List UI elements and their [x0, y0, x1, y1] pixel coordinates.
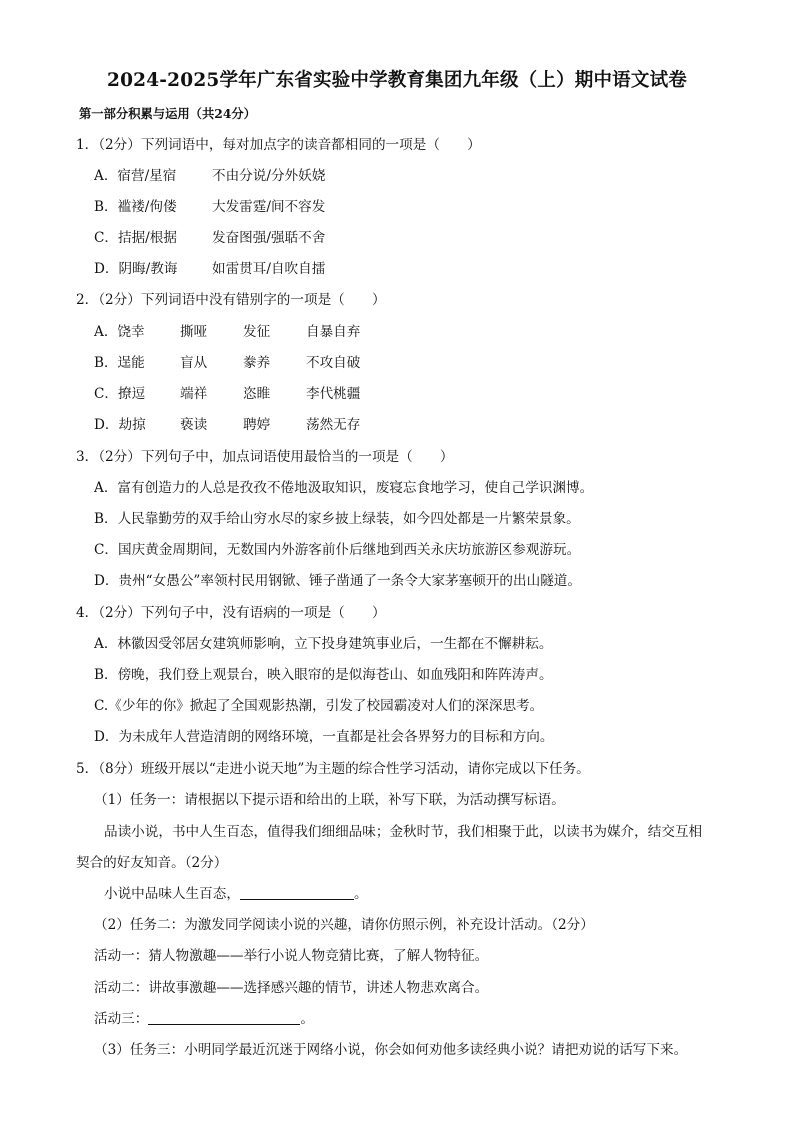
q5-prompt-line2: 契合的好友知音。（2分）	[76, 855, 228, 871]
q1-option-d-idioms: 如雷贯耳/自吹自擂	[212, 261, 326, 277]
q1-option-c-words: C．拮据/根据	[94, 230, 177, 246]
q2-word: 不攻自破	[306, 355, 361, 371]
q2-option-b	[94, 354, 694, 372]
q3-option-d: D．贵州“女愚公”率领村民用钢锨、锤子凿通了一条令大家茅塞顿开的出山隧道。	[94, 573, 581, 589]
q5-couplet-upper: 小说中品味人生百态，	[104, 886, 240, 902]
q2-option-d	[94, 416, 694, 434]
q1-option-d-words: D．阴晦/教诲	[94, 261, 178, 277]
q2-option-c	[94, 385, 694, 403]
q2-word: 盲从	[180, 355, 208, 371]
q3-option-a: A．富有创造力的人总是孜孜不倦地汲取知识，废寝忘食地学习，使自己学识渊博。	[94, 480, 594, 496]
q2-word: 豢养	[243, 355, 271, 371]
q3-option-b: B．人民靠勤劳的双手给山穷水尽的家乡披上绿装，如今四处都是一片繁荣景象。	[94, 511, 580, 527]
q1-option-b-words: B．褴褛/佝偻	[94, 199, 177, 215]
q4-option-a: A．林徽因受邻居女建筑师影响，立下投身建筑事业后，一生都在不懈耕耘。	[94, 636, 553, 652]
q2-word: D．劫掠	[94, 417, 146, 433]
q5-period: 。	[300, 1011, 314, 1027]
q5-period: 。	[353, 886, 368, 902]
q1-option-d	[94, 260, 694, 278]
q1-option-a-words: A．宿营/星宿	[94, 168, 177, 184]
q4-stem: 4．（2分）下列句子中，没有语病的一项是（ ）	[76, 605, 386, 621]
q2-word: C．撩逗	[94, 386, 146, 402]
q5-activity2: 活动二：讲故事激趣——选择感兴趣的情节，讲述人物悲欢离合。	[94, 980, 489, 996]
exam-title: 2024-2025学年广东省实验中学教育集团九年级（上）期中语文试卷	[107, 70, 687, 91]
q5-task1: （1）任务一：请根据以下提示语和给出的上联，补写下联，为活动撰写标语。	[94, 792, 565, 808]
q2-word: 亵读	[180, 417, 208, 433]
q2-word: B．逞能	[94, 355, 145, 371]
q1-option-c	[94, 229, 694, 247]
q1-option-a	[94, 167, 694, 185]
q2-word: 端祥	[180, 386, 208, 402]
q2-word: 聘婷	[243, 417, 271, 433]
answer-blank[interactable]	[148, 1010, 300, 1025]
q3-option-c: C．国庆黄金周期间，无数国内外游客前仆后继地到西关永庆坊旅游区参观游玩。	[94, 542, 581, 558]
q2-word: 恣睢	[243, 386, 271, 402]
q1-option-c-idioms: 发奋图强/强聒不舍	[212, 230, 326, 246]
q2-stem: 2．（2分）下列词语中没有错别字的一项是（ ）	[76, 292, 386, 308]
q2-word: A．饶幸	[94, 324, 145, 340]
q2-word: 撕哑	[180, 324, 208, 340]
q1-option-b-idioms: 大发雷霆/间不容发	[212, 199, 326, 215]
q2-word: 荡然无存	[306, 417, 361, 433]
section-heading: 第一部分积累与运用（共24分）	[79, 106, 256, 121]
q2-word: 李代桃疆	[306, 386, 361, 402]
q5-task2: （2）任务二：为激发同学阅读小说的兴趣，请你仿照示例，补充设计活动。（2分）	[94, 917, 594, 933]
q1-option-b	[94, 198, 694, 216]
q5-prompt-line1: 品读小说，书中人生百态，值得我们细细品味；金秋时节，我们相聚于此，以读书为媒介，结交互相	[104, 824, 703, 840]
q2-word: 自暴自弃	[306, 324, 361, 340]
q3-stem: 3．（2分）下列句子中，加点词语使用最恰当的一项是（ ）	[76, 449, 454, 465]
q5-activity3-row	[94, 1010, 314, 1028]
q5-task3: （3）任务三：小明同学最近沉迷于网络小说，你会如何劝他多读经典小说？请把劝说的话写下来。	[94, 1042, 688, 1058]
q4-option-b: B．傍晚，我们登上观景台，映入眼帘的是似海苍山、如血残阳和阵阵涛声。	[94, 667, 553, 683]
q5-stem: 5．（8分）班级开展以“走进小说天地”为主题的综合性学习活动，请你完成以下任务。	[76, 761, 590, 777]
q2-option-a	[94, 323, 694, 341]
q5-activity3-label: 活动三：	[94, 1011, 149, 1027]
q4-option-c: C.《少年的你》掀起了全国观影热潮，引发了校园霸凌对人们的深深思考。	[94, 698, 544, 714]
q5-activity1: 活动一：猜人物激趣——举行小说人物竞猜比赛，了解人物特征。	[94, 948, 489, 964]
answer-blank[interactable]	[240, 885, 354, 900]
q4-option-d: D．为未成年人营造清朗的网络环境，一直都是社会各界努力的目标和方向。	[94, 729, 554, 745]
q1-option-a-idioms: 不由分说/分外妖娆	[212, 168, 326, 184]
q2-word: 发征	[243, 324, 271, 340]
q5-couplet-row	[104, 885, 368, 903]
q1-stem: 1．（2分）下列词语中，每对加点字的读音都相同的一项是（ ）	[76, 137, 481, 153]
